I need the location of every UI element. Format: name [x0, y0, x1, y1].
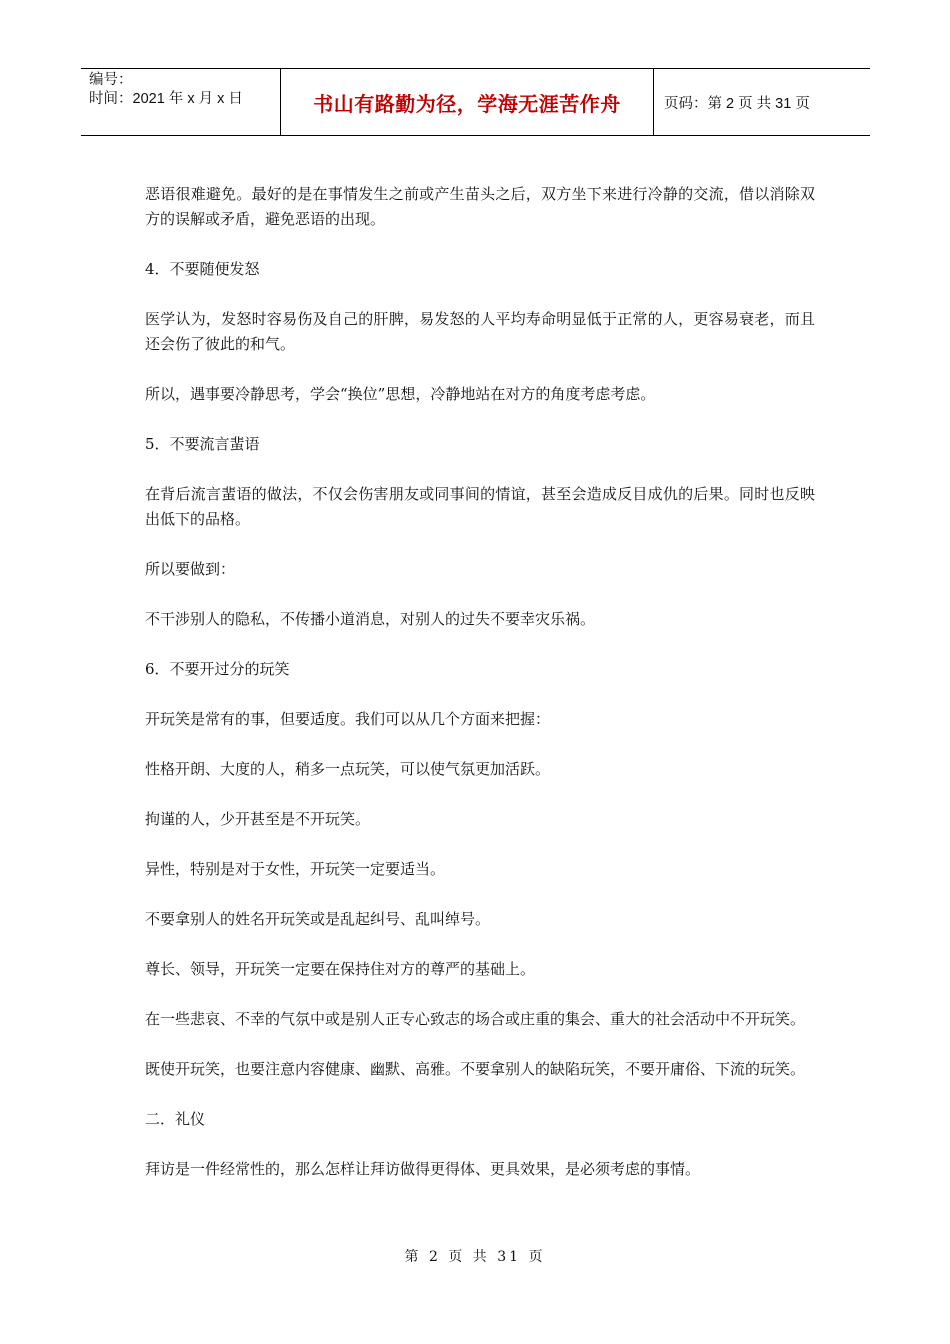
body-paragraph: 所以，遇事要冷静思考，学会“换位”思想，冷静地站在对方的角度考虑考虑。: [145, 385, 656, 403]
header-time-label: 时间：2021 年 x 月 x 日: [89, 91, 243, 107]
header-number-label: 编号：: [89, 72, 133, 88]
body-paragraph: 开玩笑是常有的事，但要适度。我们可以从几个方面来把握：: [145, 710, 551, 728]
section-heading: 二．礼仪: [145, 1110, 206, 1128]
body-paragraph: 拜访是一件经常性的，那么怎样让拜访做得更得体、更具效果，是必须考虑的事情。: [145, 1160, 701, 1178]
header-meta: [81, 69, 281, 135]
header-motto: 书山有路勤为径，学海无涯苦作舟: [281, 69, 654, 135]
body-paragraph: 在一些悲哀、不幸的气氛中或是别人正专心致志的场合或庄重的集会、重大的社会活动中不开玩笑。: [145, 1010, 806, 1028]
document-header: [81, 68, 870, 136]
page-footer: 第 2 页 共 31 页: [404, 1249, 546, 1265]
body-paragraph: 所以要做到：: [145, 560, 236, 578]
header-page-label: 页码：第 2 页 共 31 页: [664, 95, 810, 112]
body-paragraph: 不干涉别人的隐私，不传播小道消息，对别人的过失不要幸灾乐祸。: [145, 610, 596, 628]
body-paragraph: 在背后流言蜚语的做法，不仅会伤害朋友或同事间的情谊，甚至会造成反目成仇的后果。同时也反映出低下的品格。: [145, 485, 815, 528]
body-paragraph: 不要拿别人的姓名开玩笑或是乱起纠号、乱叫绰号。: [145, 910, 491, 928]
section-heading: 4．不要随便发怒: [145, 260, 260, 278]
body-paragraph: 恶语很难避免。最好的是在事情发生之前或产生苗头之后，双方坐下来进行冷静的交流，借以消除双方的误解或矛盾，避免恶语的出现。: [145, 185, 815, 228]
body-paragraph: 尊长、领导，开玩笑一定要在保持住对方的尊严的基础上。: [145, 960, 536, 978]
body-paragraph: 医学认为，发怒时容易伤及自己的肝脾，易发怒的人平均寿命明显低于正常的人，更容易衰老，而且还会伤了彼此的和气。: [145, 310, 815, 353]
body-paragraph: 异性，特别是对于女性，开玩笑一定要适当。: [145, 860, 446, 878]
body-paragraph: 既使开玩笑，也要注意内容健康、幽默、高雅。不要拿别人的缺陷玩笑，不要开庸俗、下流的玩笑。: [145, 1060, 806, 1078]
document-body: [145, 182, 815, 1207]
section-heading: 6．不要开过分的玩笑: [145, 660, 290, 678]
body-paragraph: 性格开朗、大度的人，稍多一点玩笑，可以使气氛更加活跃。: [145, 760, 551, 778]
section-heading: 5．不要流言蜚语: [145, 435, 260, 453]
body-paragraph: 拘谨的人，少开甚至是不开玩笑。: [145, 810, 371, 828]
